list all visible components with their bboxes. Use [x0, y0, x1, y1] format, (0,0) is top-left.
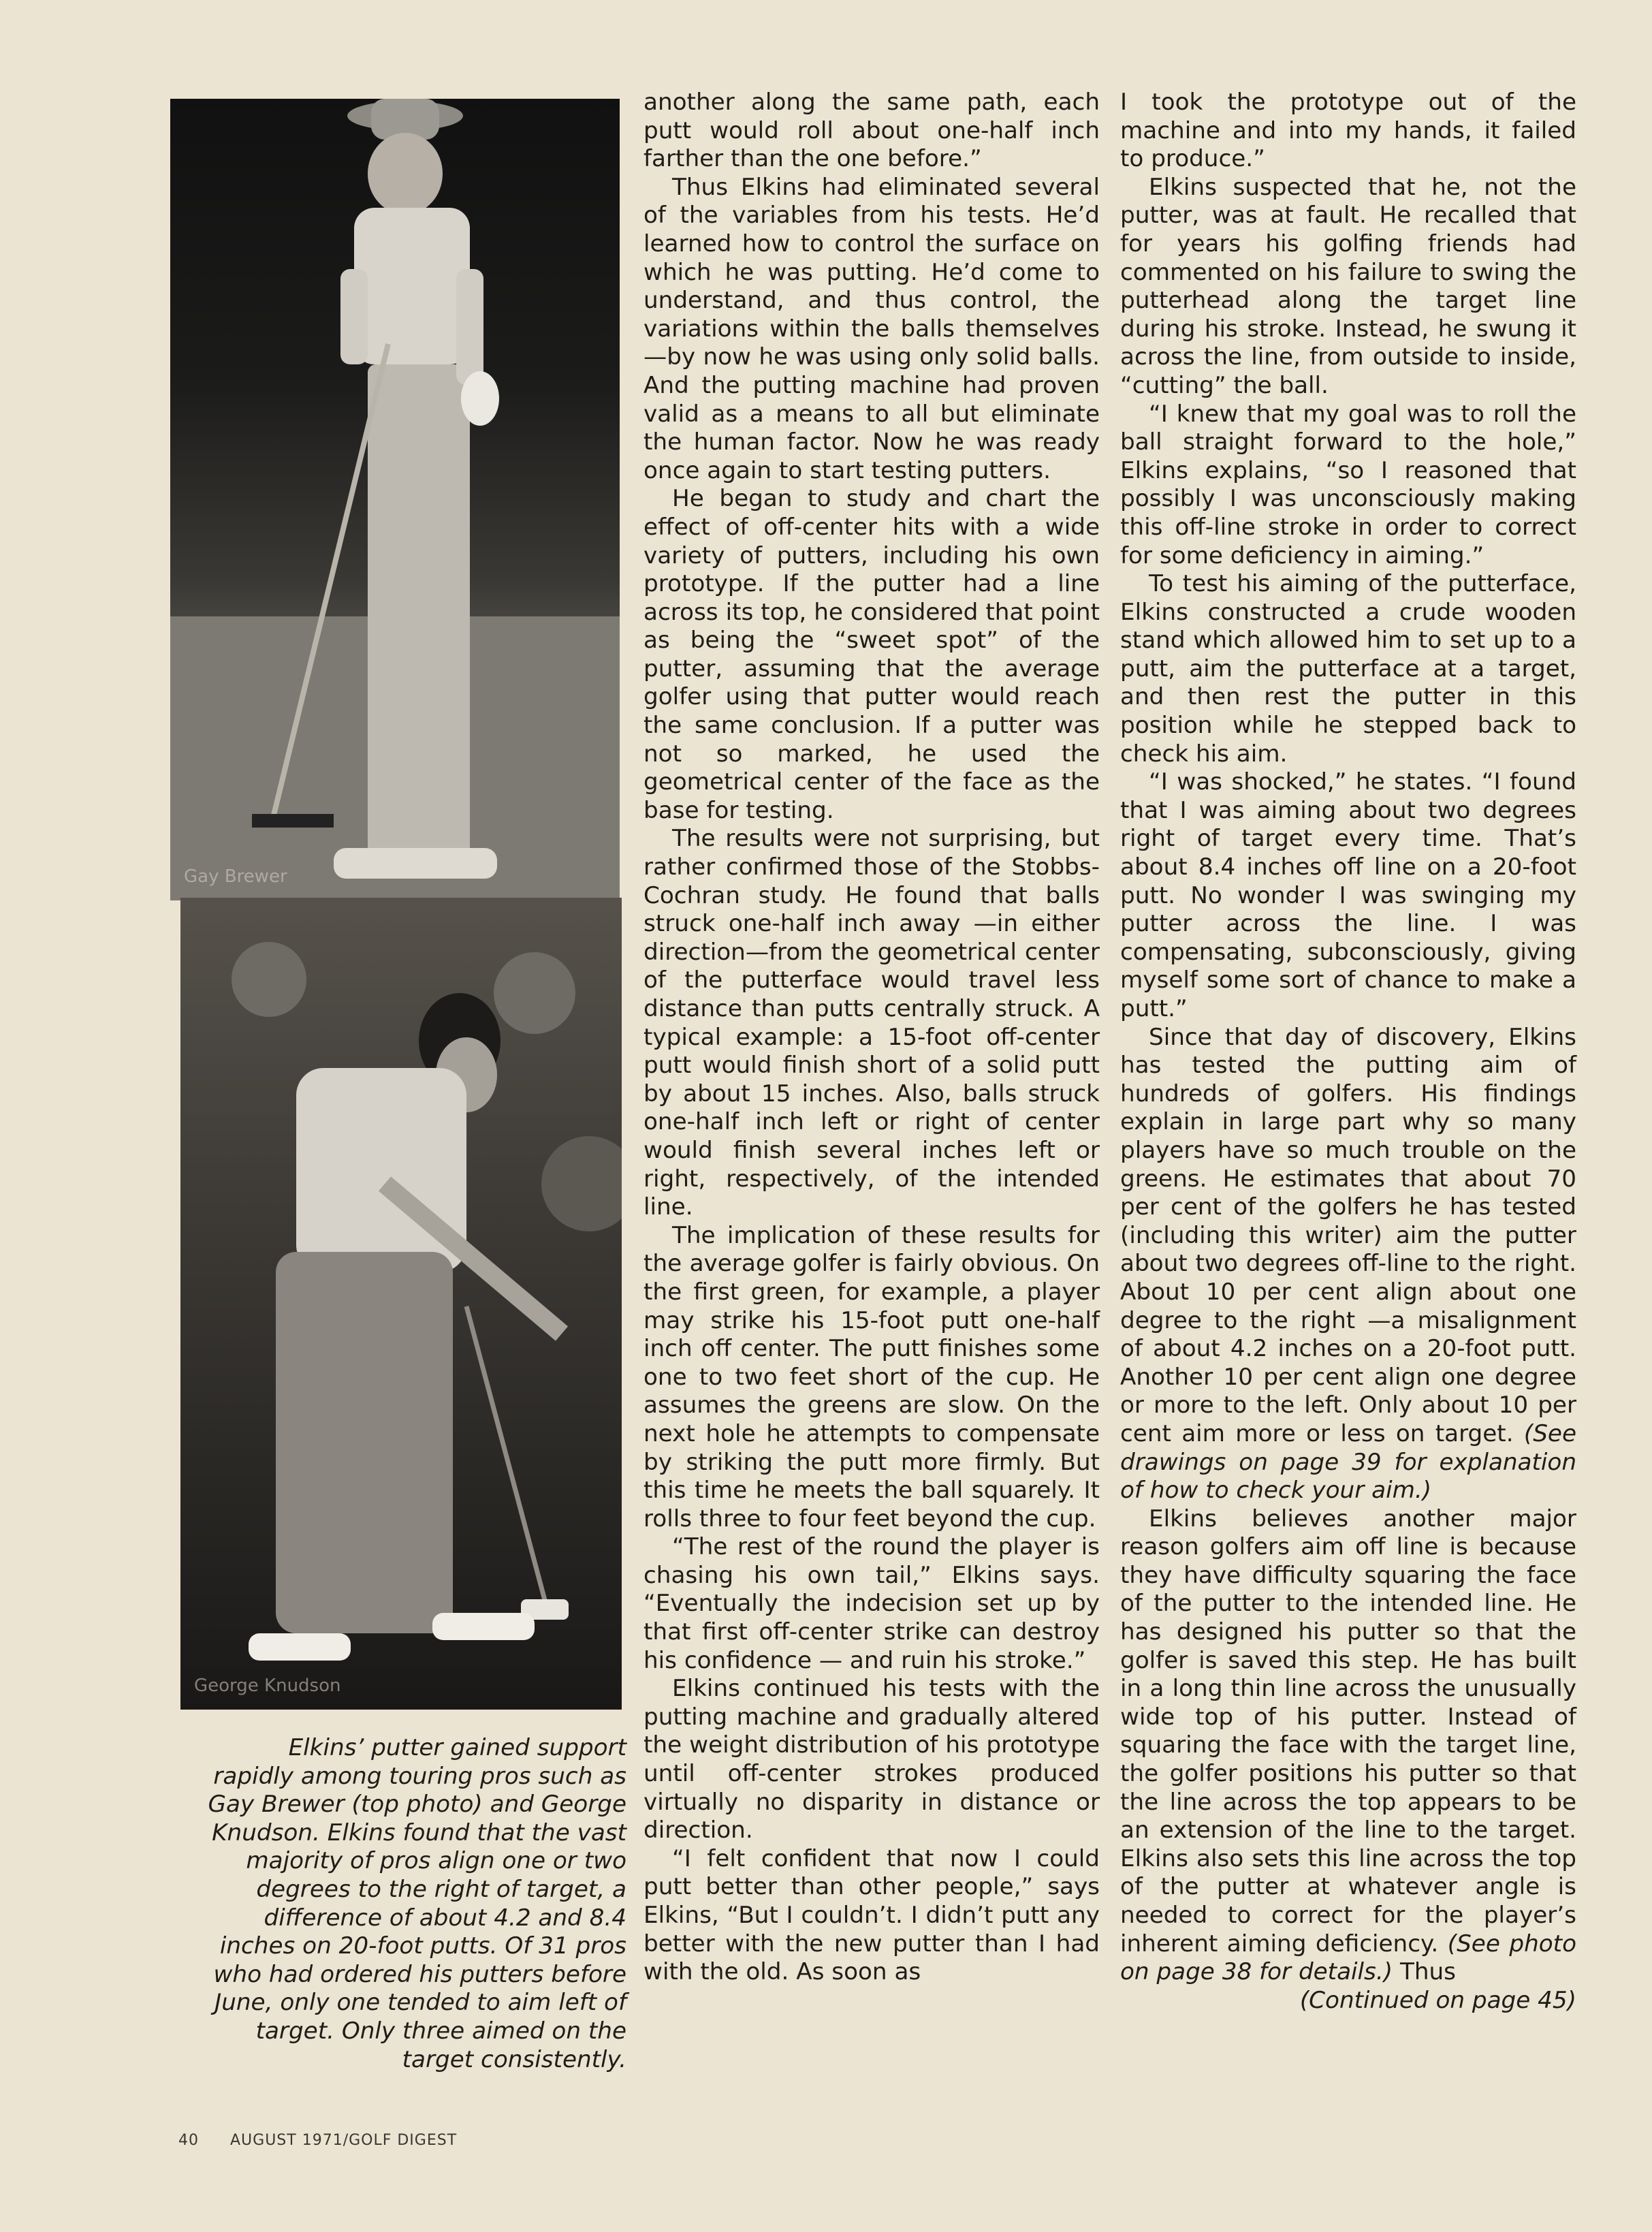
photo-gay-brewer — [170, 99, 620, 900]
article-column-2 — [1120, 89, 1576, 2015]
publication-line: AUGUST 1971/GOLF DIGEST — [230, 2132, 458, 2149]
golfer-top-illustration — [170, 99, 620, 900]
page-footer — [178, 2132, 457, 2149]
article-column-1 — [644, 89, 1100, 1987]
col1-paragraph: Elkins continued his tests with the putting machine and gradually altered the weight distribution of his prototype until off-center strokes produced virtually no disparity in distance or direction. — [644, 1675, 1100, 1844]
page-number: 40 — [178, 2132, 199, 2149]
photo-alt-top: Gay Brewer — [184, 866, 287, 887]
col2-paragraph: Elkins suspected that he, not the putter, was at fault. He recalled that for years his golfing friends had commented on his failure to swing the putterhead along the target line during his stroke. Instead, he swung it across the line, from outside to inside, “cutting” the ball. — [1120, 173, 1576, 399]
continued-note: (Continued on page 45) — [1299, 1986, 1576, 2014]
col2-paragraph: “I was shocked,” he states. “I found that I was aiming about two degrees right of target every time. That’s about 8.4 inches off line on a 20-foot putt. No wonder I was swinging my putter across the line. I was compensating, subconsciously, giving myself some sort of chance to make a putt.” — [1120, 768, 1576, 1022]
col1-paragraph: He began to study and chart the effect of off-center hits with a wide variety of putters, including his own prototype. If the putter had a line across its top, he considered that point as being the “sweet spot” of the putter, assuming that the average golfer using that putter would reach the same conclusion. If a putter was not so marked, he used the geometrical center of the face as the base for testing. — [644, 485, 1100, 824]
col1-paragraph: “The rest of the round the player is chasing his own tail,” Elkins says. “Eventually the indecision set up by that first off-center strike can destroy his confidence — and ruin his stroke.” — [644, 1533, 1100, 1674]
col2-text: Elkins believes another major reason golfers aim off line is because they have difficulty squaring the face of the putter to the intended line. He has designed his putter so that the golfer is saved this step. He has built in a long thin line across the unusually wide top of his putter. Instead of squaring the face with the target line, the golfer positions his putter so that the line across the top appears to be an extension of the line to the target. Elkins also sets this line across the top of the putter at whatever angle is needed to correct for the player’s inherent aiming deficiency. — [1120, 1505, 1576, 1958]
col1-paragraph: The results were not surprising, but rather confirmed those of the Stobbs-Cochran study. He found that balls struck one-half inch away —in either direction—from the geometrical center of the putterface would travel less distance than putts centrally struck. A typical example: a 15-foot off-center putt would finish short of a solid putt by about 15 inches. Also, balls struck one-half inch left or right of center would finish several inches left or right, respectively, of the intended line. — [644, 825, 1100, 1221]
col1-paragraph: The implication of these results for the average golfer is fairly obvious. On the first green, for example, a player may strike his 15-foot putt one-half inch off center. The putt finishes some one to two feet short of the cup. He assumes the greens are slow. On the next hole he attempts to compensate by striking the putt more firmly. But this time he meets the ball squarely. It rolls three to four feet beyond the cup. — [644, 1221, 1100, 1532]
col2-italic-note: (See drawings on page 39 for explanation of how to check your aim.) — [1120, 1419, 1576, 1505]
col2-paragraph: I took the prototype out of the machine and into my hands, it failed to produce.” — [1120, 89, 1576, 173]
col1-paragraph: another along the same path, each putt would roll about one-half inch farther than the one before.” — [644, 89, 1100, 173]
col2-text: Since that day of discovery, Elkins has tested the putting aim of hundreds of golfers. His findings explain in large part why so many players have so much trouble on the greens. He estimates that about 70 per cent of the golfers he has tested (including this writer) aim the putter about two degrees off-line to the right. About 10 per cent align about one degree to the right —a misalignment of about 4.2 inches on a 20-foot putt. Another 10 per cent align one degree or more to the left. Only about 10 per cent aim more or less on target. — [1120, 1023, 1576, 1447]
photo-alt-bottom: George Knudson — [194, 1676, 341, 1696]
col2-tail: Thus — [1399, 1958, 1456, 1986]
col2-paragraph: “I knew that my goal was to roll the ball straight forward to the hole,” Elkins explains, “so I reasoned that possibly I was unconsciously making this off-line stroke in order to correct for some deficiency in aiming.” — [1120, 400, 1576, 569]
col1-paragraph: Thus Elkins had eliminated several of the variables from his tests. He’d learned how to control the surface on which he was putting. He’d come to understand, and thus control, the variations within the balls themselves—by now he was using only solid balls. And the putting machine had proven valid as a means to all but eliminate the human factor. Now he was ready once again to start testing putters. — [644, 173, 1100, 484]
photo-george-knudson — [180, 898, 622, 1710]
col2-paragraph: To test his aiming of the putterface, Elkins constructed a crude wooden stand which allowed him to set up to a putt, aim the putterface at a target, and then rest the putter in this position while he stepped back to check his aim. — [1120, 570, 1576, 768]
col2-italic-note: (See photo on page 38 for details.) — [1120, 1930, 1576, 1986]
col2-paragraph — [1120, 1505, 1576, 1987]
golfer-bottom-illustration — [180, 898, 622, 1710]
photo-caption: Elkins’ putter gained support rapidly among touring pros such as Gay Brewer (top photo) and George Knudson. Elkins found that the vast majority of pros align one or two degrees to the right of target, a difference of about 4.2 and 8.4 inches on 20-foot putts. Of 31 pros who had ordered his putters before June, only one tended to aim left of target. Only three aimed on the target consistently. — [208, 1734, 626, 2073]
col2-paragraph — [1120, 1024, 1576, 1505]
col1-paragraph: “I felt confident that now I could putt better than other people,” says Elkins, “But I couldn’t. I didn’t putt any better with the new putter than I had with the old. As soon as — [644, 1844, 1100, 1986]
